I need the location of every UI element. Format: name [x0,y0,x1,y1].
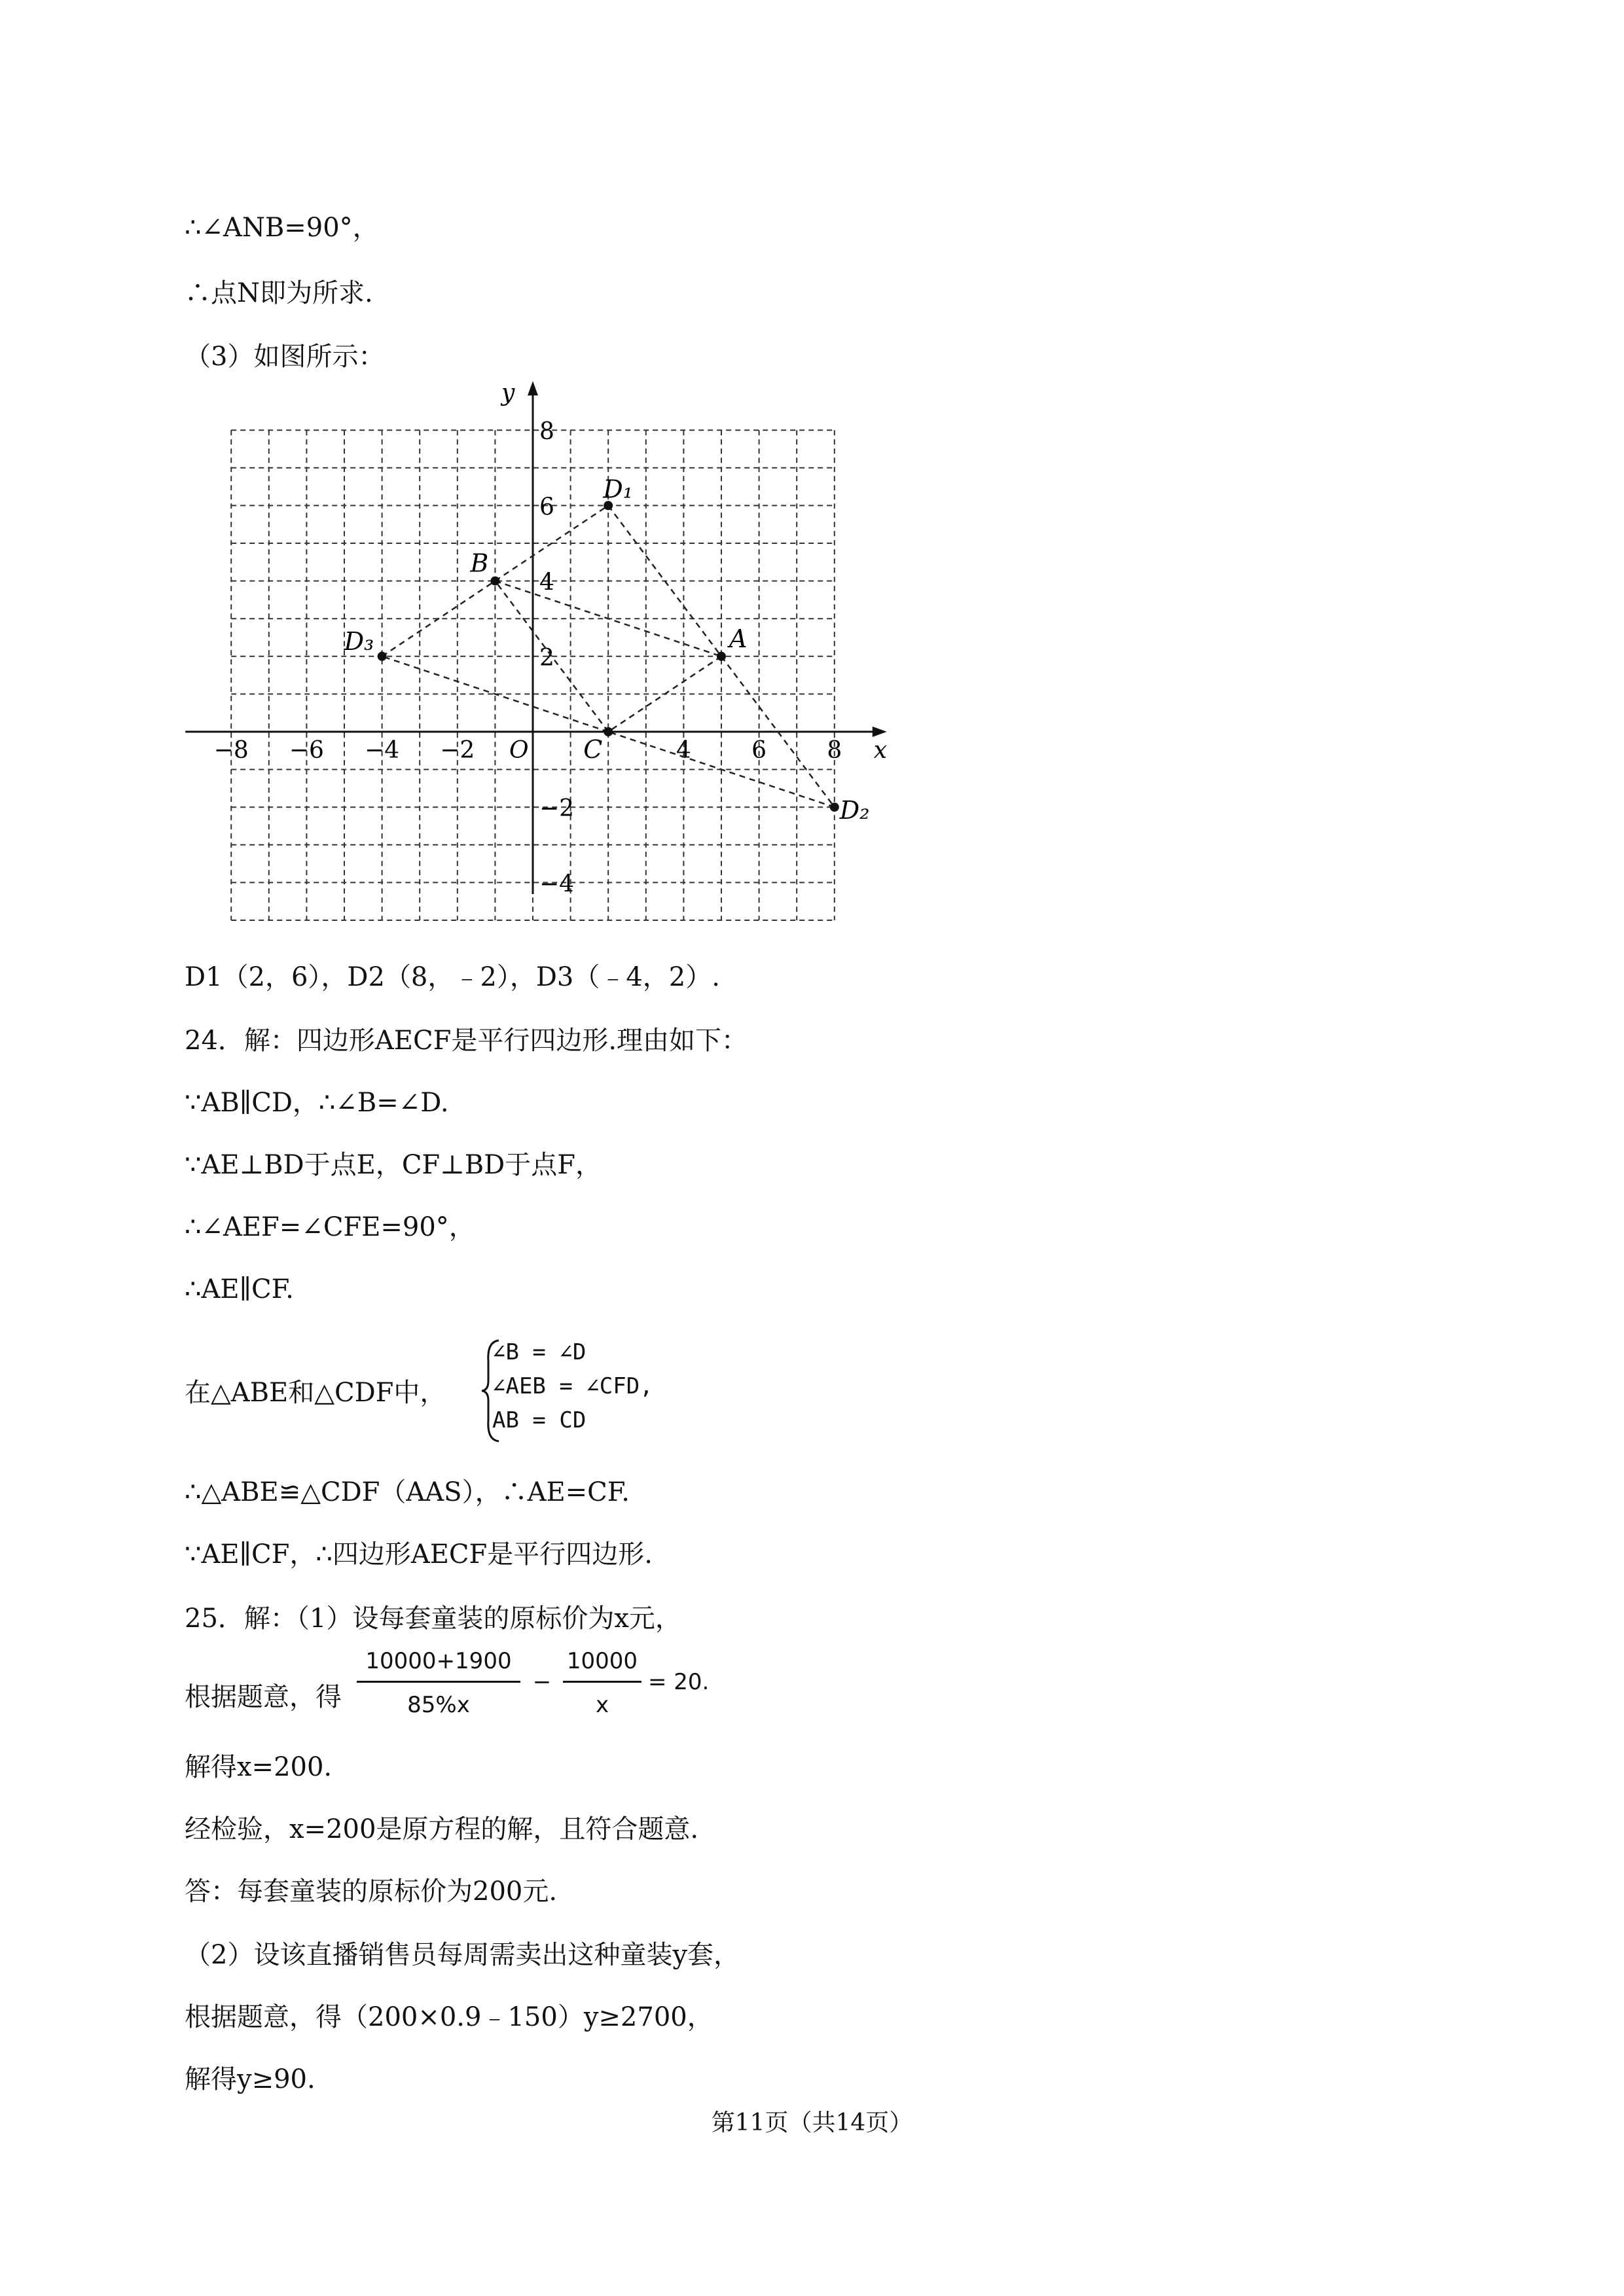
fraction-1-numerator: 10000+1900 [365,1648,512,1674]
fraction-2-numerator: 10000 [566,1648,638,1674]
coordinate-grid-figure [177,378,910,954]
point-label-C: C [583,735,603,764]
text-line: ∴点N即为所求. [185,278,373,308]
x-axis-label: x [873,737,888,764]
point-label-D3: D₃ [344,626,374,656]
x-tick-label: 6 [751,737,767,764]
point-B [490,577,499,586]
x-tick-label: −4 [365,737,400,764]
system-row: ∠AEB = ∠CFD, [492,1373,653,1399]
page-footer: 第11页（共14页） [711,2109,913,2136]
y-tick-label: 8 [539,418,554,446]
solution-line: 根据题意，得（200×0.9﹣150）y≥2700， [185,2002,713,2032]
fraction-2-denominator: x [595,1692,609,1718]
proof-line: ∴∠AEF=∠CFE=90°， [185,1212,475,1242]
system-row: ∠B = ∠D [492,1339,586,1365]
y-tick-label: −4 [539,870,575,898]
solution-line: 解得y≥90. [185,2064,316,2094]
y-axis-label: y [501,380,515,407]
y-tick-label: 2 [539,644,554,672]
equation-rhs: = 20. [648,1669,710,1695]
coordinates-answer: D1（2，6），D2（8，﹣2），D3（﹣4，2）. [185,962,720,992]
proof-line: ∴△ABE≌△CDF（AAS），∴AE=CF. [185,1477,630,1507]
system-row: AB = CD [492,1407,586,1433]
point-A [717,652,726,661]
point-D2 [830,802,839,812]
x-tick-label: −8 [213,737,249,764]
x-tick-label: −2 [440,737,475,764]
point-label-B: B [470,548,489,578]
y-tick-label: −2 [539,795,575,823]
equation-prefix: 根据题意，得 [185,1682,342,1712]
point-C [604,727,613,736]
y-tick-label: 4 [539,569,554,596]
proof-line: ∵AB∥CD，∴∠B=∠D. [185,1088,449,1118]
question-24-heading: 24．解：四边形AECF是平行四边形.理由如下： [185,1026,748,1056]
solution-line: （2）设该直播销售员每周需卖出这种童装y套， [185,1940,740,1970]
fraction-1-bar [357,1681,520,1683]
proof-line: ∵AE∥CF，∴四边形AECF是平行四边形. [185,1539,653,1570]
point-D3 [378,652,387,661]
y-tick-label: 6 [539,493,554,521]
question-25-heading: 25．解：（1）设每套童装的原标价为x元， [185,1604,681,1634]
minus-sign: − [532,1669,552,1695]
proof-line: 在△ABE和△CDF中， [185,1378,446,1408]
origin-label: O [509,737,529,764]
fraction-2-bar [563,1681,641,1683]
solution-line: 经检验，x=200是原方程的解，且符合题意. [185,1814,699,1844]
x-tick-label: 4 [676,737,691,764]
point-label-D1: D₁ [603,475,633,504]
point-label-A: A [729,624,748,653]
y-axis-arrow [528,381,538,395]
fraction-1-denominator: 85%x [407,1692,470,1718]
text-line: （3）如图所示： [185,342,385,372]
proof-line: ∵AE⊥BD于点E，CF⊥BD于点F， [185,1150,602,1180]
solution-line: 解得x=200. [185,1752,333,1782]
solution-line: 答：每套童装的原标价为200元. [185,1876,558,1907]
point-label-D2: D₂ [839,796,870,825]
x-tick-label: −6 [289,737,324,764]
x-axis-arrow [873,726,887,737]
proof-line: ∴AE∥CF. [185,1274,294,1304]
text-line: ∴∠ANB=90°， [185,213,379,243]
x-tick-label: 8 [827,737,842,764]
segment-A-C [608,656,721,732]
